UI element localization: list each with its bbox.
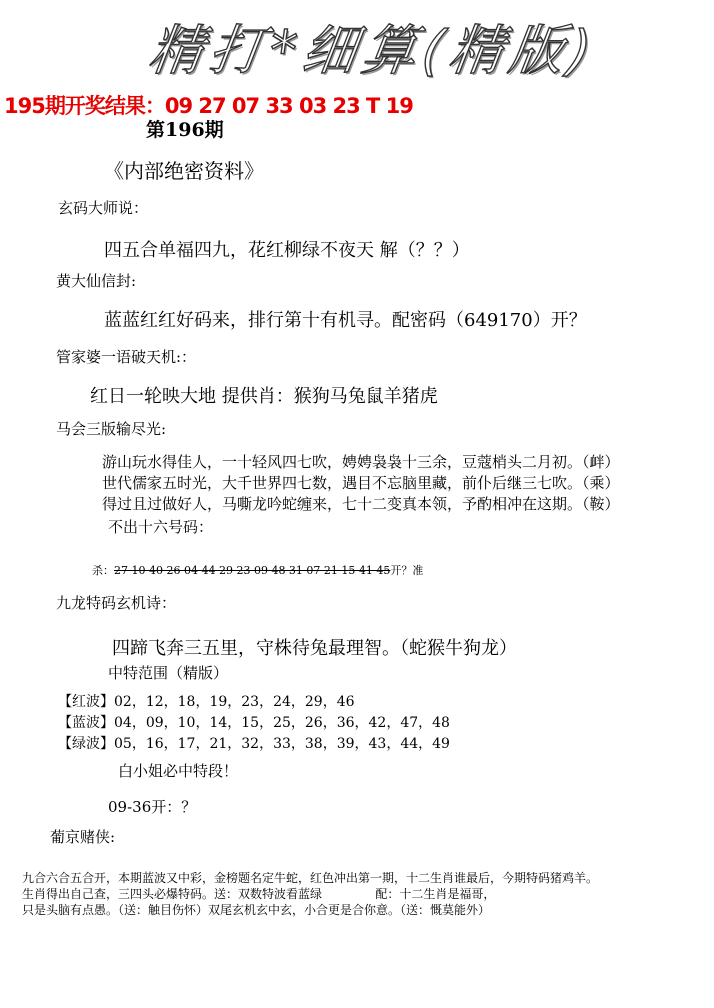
title-banner: 精打*细算(精版) xyxy=(145,19,602,82)
kill-numbers xyxy=(92,562,423,578)
white-lady-text: 白小姐必中特段！ xyxy=(118,762,239,780)
segment-text: 09-36开：？ xyxy=(108,798,197,816)
immortal-text: 蓝蓝红红好码来，排行第十有机寻。配密码（649170）开？ xyxy=(104,310,587,331)
range-label: 中特范围（精版） xyxy=(108,664,229,682)
footer-line: 九合六合五合开，本期蓝波又中彩，金榜题名定牛蛇，红色冲出第一期，十二生肖谁最后，今期特码猪鸡羊。 xyxy=(22,871,599,885)
issue-number: 第196期 xyxy=(146,119,224,141)
last-result: 195期开奖结果：09 27 07 33 03 23 T 19 xyxy=(4,94,413,118)
wave-numbers: 05，16，17，21，32，33，38，39，43，44，49 xyxy=(114,736,450,752)
poem-line: 得过且过做好人，马嘶龙吟蛇缠来，七十二变真本领，予酌相冲在这期。（鞍） xyxy=(102,495,620,513)
poem xyxy=(102,452,620,515)
intel-title: 《内部绝密资料》 xyxy=(104,159,264,183)
wave-name: 【绿波】 xyxy=(58,736,114,752)
nine-dragon-text: 四蹄飞奔三五里，守株待兔最理智。（蛇猴牛狗龙） xyxy=(112,638,517,659)
no-sixteen-label: 不出十六号码： xyxy=(108,518,214,536)
poem-line: 世代儒家五时光，大千世界四七数，遇目不忘脑里藏，前仆后继三七吹。（乘） xyxy=(102,474,620,492)
housekeeper-label: 管家婆一语破天机:： xyxy=(56,348,197,366)
kill-list: 27 10 40 26 04 44 29 23 09 48 31 07 21 15 41 45 xyxy=(114,564,391,577)
horse-label: 马会三版输尽光: xyxy=(56,420,167,438)
housekeeper-text: 红日一轮映大地 提供肖：猴狗马兔鼠羊猪虎 xyxy=(90,386,438,407)
immortal-label: 黄大仙信封: xyxy=(56,272,137,290)
wave-numbers: 02，12，18，19，23，24，29，46 xyxy=(114,694,355,710)
kill-prefix: 杀： xyxy=(92,564,114,577)
master-label: 玄码大师说： xyxy=(58,199,149,217)
footer-text xyxy=(22,870,598,918)
wave-row-red xyxy=(58,691,355,711)
kill-suffix: 开？准 xyxy=(390,564,424,577)
footer-line: 只是头脑有点愚。（送：触目伤怀）双尾玄机玄中玄，小合更是合你意。（送：慨莫能外） xyxy=(22,903,491,917)
master-text: 四五合单福四九，花红柳绿不夜天 解（？？） xyxy=(104,240,470,261)
wave-name: 【蓝波】 xyxy=(58,715,114,731)
wave-name: 【红波】 xyxy=(58,694,114,710)
macau-label: 葡京赌侠: xyxy=(50,828,116,846)
footer-line: 生肖得出自己查，三四头必爆特码。送：双数特波看蓝绿 配：十二生肖是福哥， xyxy=(22,887,496,901)
wave-row-green xyxy=(58,733,450,753)
wave-row-blue xyxy=(58,712,450,732)
poem-line: 游山玩水得佳人，一十轻风四七吹，娉娉袅袅十三余，豆蔻梢头二月初。（衅） xyxy=(102,453,620,471)
wave-numbers: 04，09，10，14，15，25，26，36，42，47，48 xyxy=(114,715,450,731)
nine-dragon-label: 九龙特码玄机诗： xyxy=(56,594,177,612)
